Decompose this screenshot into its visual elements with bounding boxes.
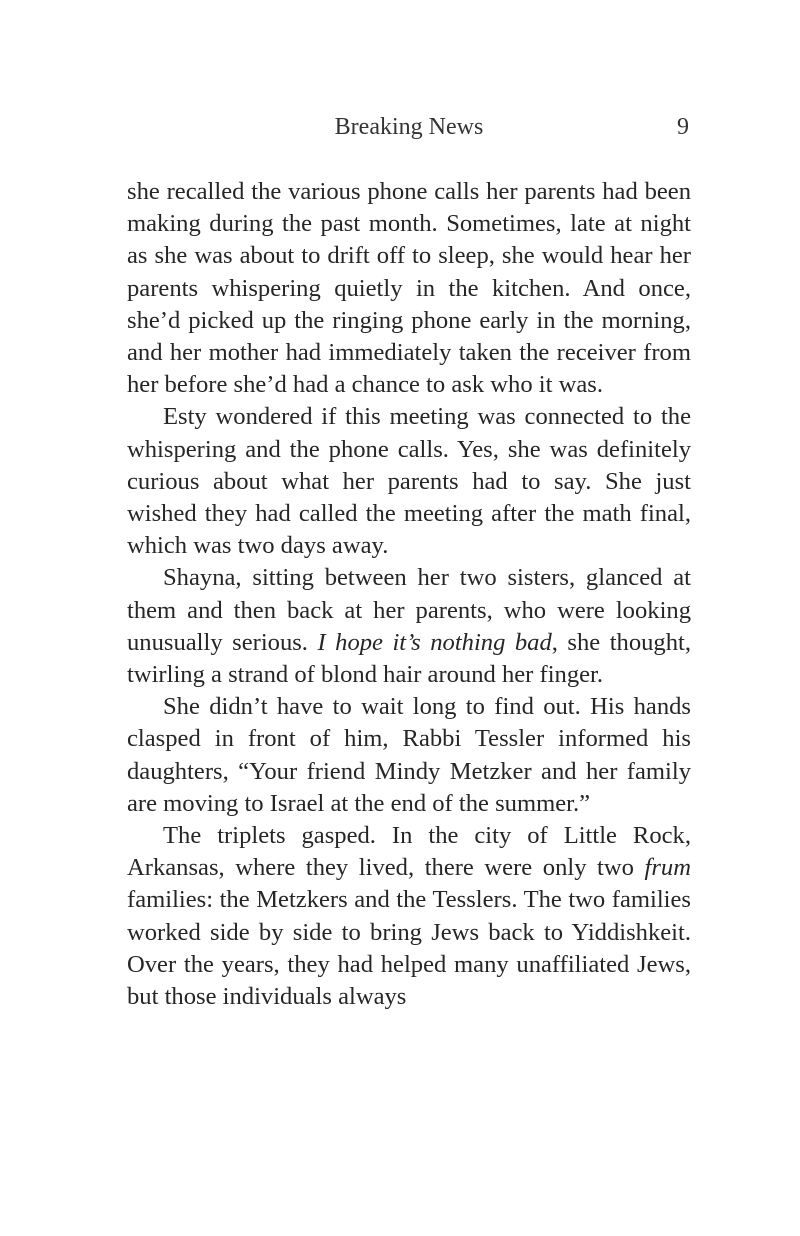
book-page xyxy=(127,110,691,1013)
page-number: 9 xyxy=(677,114,689,140)
paragraph-5 xyxy=(127,820,691,1013)
running-head xyxy=(127,110,691,144)
paragraph-2 xyxy=(127,401,691,562)
text-run: Shayna, sitting between her two sisters, glanced at them and then back at her parents, who were looking unusually serious. xyxy=(127,564,691,656)
text-run: Esty wondered if this meeting was connected to the whispering and the phone calls. Yes, she was definitely curious about what her parents had to say. She just wished they had called the meeting after the math final, which was two days away. xyxy=(127,403,691,560)
paragraph-4 xyxy=(127,691,691,820)
text-run: She didn’t have to wait long to find out. His hands clasped in front of him, Rabbi Tessler informed his daughters, “Your friend Mindy Metzker and her family are moving to Israel at the end of the summer.” xyxy=(127,693,691,817)
italic-term: frum xyxy=(644,854,691,882)
text-run: families: the Metzkers and the Tesslers. The two families worked side by side to bring Jews back to Yiddishkeit. Over the years, they had helped many unaffiliated Jews, but those individuals always xyxy=(127,886,691,1011)
text-run: she recalled the various phone calls her parents had been making during the past month. Sometimes, late at night as she was about to drift off to sleep, she would hear her parents whispering quietly in the kitchen. And once, she’d picked up the ringing phone early in the morning, and her mother had immediately taken the receiver from her before she’d had a chance to ask who it was. xyxy=(127,178,691,399)
paragraph-3 xyxy=(127,562,691,691)
paragraph-1 xyxy=(127,176,691,401)
italic-thought: I hope it’s nothing bad xyxy=(317,628,552,656)
chapter-title: Breaking News xyxy=(334,114,484,140)
text-run: The triplets gasped. In the city of Little Rock, Arkansas, where they lived, there were only two xyxy=(127,822,691,882)
body-text xyxy=(127,176,691,1013)
text-run: , she thought, twirling a strand of blond hair around her finger. xyxy=(127,628,691,689)
